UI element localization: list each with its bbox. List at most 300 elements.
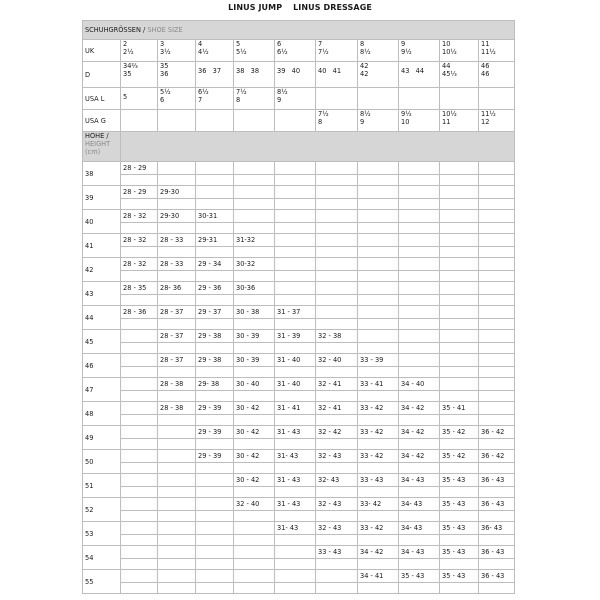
size-cell xyxy=(316,88,358,110)
size-value: 44 xyxy=(442,62,451,70)
height-range-cell xyxy=(234,210,275,223)
size-value: 7½ xyxy=(236,88,247,96)
height-range-cell xyxy=(358,162,399,175)
height-range-cell: 35 - 43 xyxy=(440,546,479,559)
size-cell xyxy=(196,88,234,110)
size-value: 8½ xyxy=(277,88,288,96)
size-row xyxy=(83,88,515,110)
height-label: 43 xyxy=(83,282,121,306)
height-range-cell: 33 - 43 xyxy=(358,474,399,487)
size-value: 4½ xyxy=(198,48,209,56)
height-range-cell: 29 - 39 xyxy=(196,426,234,439)
height-row xyxy=(83,426,515,439)
height-range-cell xyxy=(399,330,440,343)
height-range-cell: 36- 43 xyxy=(479,522,515,535)
height-range-cell: 32 - 43 xyxy=(316,498,358,511)
height-range-cell xyxy=(121,354,158,367)
height-range-cell xyxy=(358,210,399,223)
height-range-cell xyxy=(316,162,358,175)
size-value: 36 37 xyxy=(198,67,222,75)
height-range-cell: 30 - 42 xyxy=(234,426,275,439)
height-row xyxy=(83,450,515,463)
height-range-cell xyxy=(358,234,399,247)
height-range-cell: 30-32 xyxy=(234,258,275,271)
height-range-cell: 34- 43 xyxy=(399,522,440,535)
height-row xyxy=(83,258,515,271)
height-range-cell xyxy=(440,258,479,271)
height-range-cell: 30 - 39 xyxy=(234,330,275,343)
height-range-cell xyxy=(275,258,316,271)
size-cell xyxy=(234,110,275,132)
size-value: 38 38 xyxy=(236,67,260,75)
size-value: 8 xyxy=(236,96,241,104)
height-range-cell xyxy=(121,546,158,559)
height-label: 51 xyxy=(83,474,121,498)
height-range-cell xyxy=(234,570,275,583)
size-value: 7 xyxy=(318,40,323,48)
height-label: 46 xyxy=(83,354,121,378)
height-range-cell xyxy=(399,306,440,319)
size-cell xyxy=(158,110,196,132)
size-cell xyxy=(399,88,440,110)
height-range-cell: 28 - 35 xyxy=(121,282,158,295)
height-range-cell: 32- 43 xyxy=(316,474,358,487)
height-row xyxy=(83,354,515,367)
size-value: 11½ xyxy=(481,48,496,56)
height-range-cell: 29- 38 xyxy=(196,378,234,391)
height-range-cell xyxy=(479,378,515,391)
size-value: 5 xyxy=(123,93,128,101)
height-label: 45 xyxy=(83,330,121,354)
size-value: 4 xyxy=(198,40,203,48)
height-range-cell xyxy=(234,162,275,175)
height-range-cell xyxy=(158,450,196,463)
height-range-cell xyxy=(234,522,275,535)
size-value: 46 xyxy=(481,70,490,78)
size-chart-table xyxy=(82,20,515,594)
height-range-cell: 32 - 43 xyxy=(316,522,358,535)
height-range-cell: 34 - 42 xyxy=(399,426,440,439)
height-range-cell xyxy=(316,282,358,295)
size-value: 35 xyxy=(123,70,132,78)
size-value: 9½ xyxy=(401,110,412,118)
height-range-cell xyxy=(358,306,399,319)
size-cell xyxy=(275,62,316,88)
height-range-cell: 32 - 42 xyxy=(316,426,358,439)
height-range-cell xyxy=(275,546,316,559)
height-range-cell: 32 - 41 xyxy=(316,402,358,415)
size-value: 9 xyxy=(401,40,406,48)
height-range-cell xyxy=(440,162,479,175)
size-row-label: USA L xyxy=(83,88,121,110)
size-cell xyxy=(158,40,196,62)
size-value: 12 xyxy=(481,118,490,126)
height-range-cell: 32 - 40 xyxy=(234,498,275,511)
height-range-cell xyxy=(399,258,440,271)
height-range-cell xyxy=(158,570,196,583)
size-value: 43 44 xyxy=(401,67,425,75)
height-range-cell xyxy=(440,210,479,223)
size-cell xyxy=(158,88,196,110)
chart-title xyxy=(0,3,600,12)
size-cell xyxy=(121,62,158,88)
height-range-cell: 36 - 43 xyxy=(479,498,515,511)
size-value: 9½ xyxy=(401,48,412,56)
height-range-cell: 30 - 42 xyxy=(234,450,275,463)
size-value: 34⅔ xyxy=(123,62,138,70)
height-range-cell xyxy=(440,354,479,367)
height-row xyxy=(83,402,515,415)
height-range-cell: 31 - 43 xyxy=(275,474,316,487)
size-cell xyxy=(158,62,196,88)
height-row xyxy=(83,210,515,223)
height-range-cell: 35 - 42 xyxy=(440,426,479,439)
size-cell xyxy=(121,88,158,110)
height-header: HÖHE / HEIGHT (cm) xyxy=(83,132,121,162)
height-range-cell: 29 - 34 xyxy=(196,258,234,271)
height-range-cell xyxy=(440,306,479,319)
height-range-cell: 32 - 38 xyxy=(316,330,358,343)
title-dressage: LINUS DRESSAGE xyxy=(293,3,372,12)
size-value: 5 xyxy=(236,40,241,48)
height-range-cell: 30-36 xyxy=(234,282,275,295)
size-value: 3 xyxy=(160,40,165,48)
height-range-cell: 35 - 41 xyxy=(440,402,479,415)
height-range-cell xyxy=(275,186,316,199)
size-cell xyxy=(275,40,316,62)
height-range-cell xyxy=(275,210,316,223)
height-range-cell xyxy=(158,498,196,511)
height-label: 39 xyxy=(83,186,121,210)
size-value: 10½ xyxy=(442,48,457,56)
size-value: 6½ xyxy=(277,48,288,56)
height-range-cell: 29 - 36 xyxy=(196,282,234,295)
size-value: 36 xyxy=(160,70,169,78)
size-cell xyxy=(358,62,399,88)
height-range-cell xyxy=(234,546,275,559)
height-range-cell: 36 - 43 xyxy=(479,570,515,583)
height-range-cell xyxy=(158,522,196,535)
size-value: 11½ xyxy=(481,110,496,118)
size-value: 6 xyxy=(277,40,282,48)
height-range-cell: 28 - 33 xyxy=(158,234,196,247)
height-range-cell xyxy=(121,474,158,487)
height-range-cell: 28 - 29 xyxy=(121,162,158,175)
height-range-cell xyxy=(479,258,515,271)
height-range-cell xyxy=(158,426,196,439)
height-range-cell xyxy=(399,282,440,295)
height-label: 40 xyxy=(83,210,121,234)
height-range-cell xyxy=(399,354,440,367)
size-cell xyxy=(196,40,234,62)
size-row-label: USA G xyxy=(83,110,121,132)
height-range-cell: 36 - 42 xyxy=(479,426,515,439)
height-range-cell: 31- 43 xyxy=(275,450,316,463)
size-row xyxy=(83,110,515,132)
height-range-cell: 33 - 39 xyxy=(358,354,399,367)
size-value: 10 xyxy=(442,40,451,48)
height-range-cell xyxy=(275,570,316,583)
height-range-cell xyxy=(275,162,316,175)
height-range-cell: 33 - 41 xyxy=(358,378,399,391)
height-range-cell: 29 - 38 xyxy=(196,330,234,343)
size-cell xyxy=(399,110,440,132)
height-range-cell: 34 - 43 xyxy=(399,474,440,487)
height-label: 48 xyxy=(83,402,121,426)
size-value: 7½ xyxy=(318,110,329,118)
height-range-cell: 28- 36 xyxy=(158,282,196,295)
height-label: 42 xyxy=(83,258,121,282)
height-range-cell xyxy=(479,210,515,223)
height-range-cell xyxy=(196,546,234,559)
size-cell xyxy=(234,88,275,110)
height-range-cell xyxy=(479,234,515,247)
height-range-cell: 31 - 41 xyxy=(275,402,316,415)
height-range-cell: 30 - 38 xyxy=(234,306,275,319)
height-row xyxy=(83,306,515,319)
height-range-cell xyxy=(399,210,440,223)
height-range-cell: 31 - 40 xyxy=(275,378,316,391)
size-cell xyxy=(399,40,440,62)
height-range-cell xyxy=(358,330,399,343)
height-range-cell: 28 - 32 xyxy=(121,258,158,271)
height-range-cell xyxy=(121,522,158,535)
height-range-cell: 31- 43 xyxy=(275,522,316,535)
size-cell xyxy=(479,110,515,132)
size-value: 8 xyxy=(318,118,323,126)
size-value: 7½ xyxy=(318,48,329,56)
height-range-cell xyxy=(196,570,234,583)
size-value: 9 xyxy=(277,96,282,104)
height-range-cell: 30 - 40 xyxy=(234,378,275,391)
size-value: 11 xyxy=(481,40,490,48)
height-range-cell xyxy=(158,162,196,175)
height-range-cell xyxy=(399,234,440,247)
height-range-cell: 29-30 xyxy=(158,186,196,199)
height-range-cell: 33 - 42 xyxy=(358,522,399,535)
height-range-cell: 32 - 43 xyxy=(316,450,358,463)
height-label: 49 xyxy=(83,426,121,450)
title-jump: LINUS JUMP xyxy=(228,3,283,12)
height-range-cell: 30 - 39 xyxy=(234,354,275,367)
size-value: 8½ xyxy=(360,48,371,56)
height-range-cell xyxy=(121,498,158,511)
height-range-cell: 34 - 42 xyxy=(399,450,440,463)
size-value: 10½ xyxy=(442,110,457,118)
height-range-cell xyxy=(440,234,479,247)
height-range-cell xyxy=(316,234,358,247)
height-label: 50 xyxy=(83,450,121,474)
height-label: 54 xyxy=(83,546,121,570)
shoe-size-header: SCHUHGRÖSSEN / SHOE SIZE xyxy=(83,21,515,40)
height-range-cell: 28 - 32 xyxy=(121,234,158,247)
height-range-cell: 32 - 40 xyxy=(316,354,358,367)
size-value: 6½ xyxy=(198,88,209,96)
height-range-cell xyxy=(275,234,316,247)
size-value: 2 xyxy=(123,40,128,48)
height-range-cell: 35 - 43 xyxy=(440,474,479,487)
height-range-cell xyxy=(316,570,358,583)
height-range-cell xyxy=(316,210,358,223)
height-row xyxy=(83,378,515,391)
size-cell xyxy=(358,110,399,132)
height-range-cell: 28 - 33 xyxy=(158,258,196,271)
size-value: 3½ xyxy=(160,48,171,56)
height-range-cell: 33 - 43 xyxy=(316,546,358,559)
size-cell xyxy=(121,40,158,62)
height-range-cell xyxy=(479,162,515,175)
height-range-cell: 32 - 41 xyxy=(316,378,358,391)
size-cell xyxy=(234,40,275,62)
height-range-cell: 28 - 38 xyxy=(158,402,196,415)
height-range-cell xyxy=(479,306,515,319)
size-cell xyxy=(358,88,399,110)
size-value: 5½ xyxy=(160,88,171,96)
height-label: 44 xyxy=(83,306,121,330)
height-range-cell xyxy=(399,162,440,175)
height-range-cell: 28 - 36 xyxy=(121,306,158,319)
size-value: 9 xyxy=(360,118,365,126)
height-range-cell: 34 - 42 xyxy=(358,546,399,559)
height-range-cell xyxy=(316,186,358,199)
height-label: 38 xyxy=(83,162,121,186)
height-range-cell: 29-31 xyxy=(196,234,234,247)
height-row xyxy=(83,546,515,559)
height-range-cell: 34 - 42 xyxy=(399,402,440,415)
size-cell xyxy=(479,40,515,62)
height-label: 41 xyxy=(83,234,121,258)
height-range-cell xyxy=(479,330,515,343)
height-range-cell: 34 - 41 xyxy=(358,570,399,583)
height-range-cell: 28 - 29 xyxy=(121,186,158,199)
height-range-cell xyxy=(121,330,158,343)
height-range-cell: 33 - 42 xyxy=(358,402,399,415)
height-range-cell: 35 - 43 xyxy=(440,498,479,511)
height-range-cell xyxy=(234,186,275,199)
height-range-cell: 31 - 40 xyxy=(275,354,316,367)
size-value: 42 xyxy=(360,62,369,70)
shoe-size-header-row xyxy=(83,21,515,40)
height-row xyxy=(83,522,515,535)
height-range-cell: 28 - 38 xyxy=(158,378,196,391)
height-range-cell: 33 - 42 xyxy=(358,450,399,463)
height-range-cell: 28 - 37 xyxy=(158,330,196,343)
height-range-cell xyxy=(440,186,479,199)
size-cell xyxy=(440,40,479,62)
height-range-cell xyxy=(479,402,515,415)
height-range-cell: 29 - 37 xyxy=(196,306,234,319)
size-value: 46 xyxy=(481,62,490,70)
size-row xyxy=(83,40,515,62)
height-range-cell: 36 - 43 xyxy=(479,546,515,559)
height-range-cell: 35 - 42 xyxy=(440,450,479,463)
size-cell xyxy=(196,62,234,88)
size-row-label: UK xyxy=(83,40,121,62)
height-range-cell: 35 - 43 xyxy=(440,570,479,583)
height-range-cell: 28 - 37 xyxy=(158,354,196,367)
size-cell xyxy=(399,62,440,88)
size-cell xyxy=(316,40,358,62)
size-value: 7 xyxy=(198,96,203,104)
height-range-cell xyxy=(158,474,196,487)
height-range-cell xyxy=(121,426,158,439)
height-label: 53 xyxy=(83,522,121,546)
size-value: 11 xyxy=(442,118,451,126)
height-label: 55 xyxy=(83,570,121,594)
height-range-cell: 36 - 43 xyxy=(479,474,515,487)
size-value: 2½ xyxy=(123,48,134,56)
height-range-cell: 34 - 43 xyxy=(399,546,440,559)
size-cell xyxy=(440,110,479,132)
height-range-cell: 30 - 42 xyxy=(234,474,275,487)
height-range-cell: 34- 43 xyxy=(399,498,440,511)
size-cell xyxy=(479,62,515,88)
size-cell xyxy=(121,110,158,132)
size-cell xyxy=(316,62,358,88)
size-value: 10 xyxy=(401,118,410,126)
height-row xyxy=(83,474,515,487)
height-range-cell xyxy=(479,354,515,367)
size-cell xyxy=(316,110,358,132)
size-value: 5½ xyxy=(236,48,247,56)
height-row xyxy=(83,162,515,175)
height-range-cell xyxy=(196,498,234,511)
height-range-cell xyxy=(479,282,515,295)
height-range-cell: 30 - 42 xyxy=(234,402,275,415)
height-range-cell xyxy=(440,282,479,295)
height-row xyxy=(83,570,515,583)
height-range-cell: 30-31 xyxy=(196,210,234,223)
height-range-cell xyxy=(275,282,316,295)
height-range-cell: 31 - 37 xyxy=(275,306,316,319)
height-range-cell xyxy=(121,402,158,415)
size-value: 8½ xyxy=(360,110,371,118)
height-range-cell: 29 - 39 xyxy=(196,402,234,415)
size-value: 6 xyxy=(160,96,165,104)
size-cell xyxy=(479,88,515,110)
size-cell xyxy=(358,40,399,62)
height-range-cell: 35 - 43 xyxy=(399,570,440,583)
height-range-cell xyxy=(316,258,358,271)
height-range-cell: 33- 42 xyxy=(358,498,399,511)
height-label: 47 xyxy=(83,378,121,402)
height-row xyxy=(83,330,515,343)
size-row xyxy=(83,62,515,88)
height-range-cell xyxy=(121,450,158,463)
height-range-cell: 31-32 xyxy=(234,234,275,247)
height-range-cell xyxy=(121,570,158,583)
size-value: 45⅓ xyxy=(442,70,457,78)
size-cell xyxy=(275,110,316,132)
size-value: 39 40 xyxy=(277,67,301,75)
size-cell xyxy=(440,62,479,88)
height-range-cell: 28 - 37 xyxy=(158,306,196,319)
height-range-cell: 31 - 39 xyxy=(275,330,316,343)
height-range-cell: 29 - 39 xyxy=(196,450,234,463)
size-row-label: D xyxy=(83,62,121,88)
height-range-cell: 31 - 43 xyxy=(275,426,316,439)
height-range-cell xyxy=(358,186,399,199)
size-cell xyxy=(196,110,234,132)
height-range-cell: 35 - 43 xyxy=(440,522,479,535)
size-cell xyxy=(440,88,479,110)
height-header-row xyxy=(83,132,515,162)
size-value: 42 xyxy=(360,70,369,78)
size-value: 40 41 xyxy=(318,67,342,75)
size-value: 35 xyxy=(160,62,169,70)
height-range-cell: 28 - 32 xyxy=(121,210,158,223)
height-range-cell xyxy=(121,378,158,391)
